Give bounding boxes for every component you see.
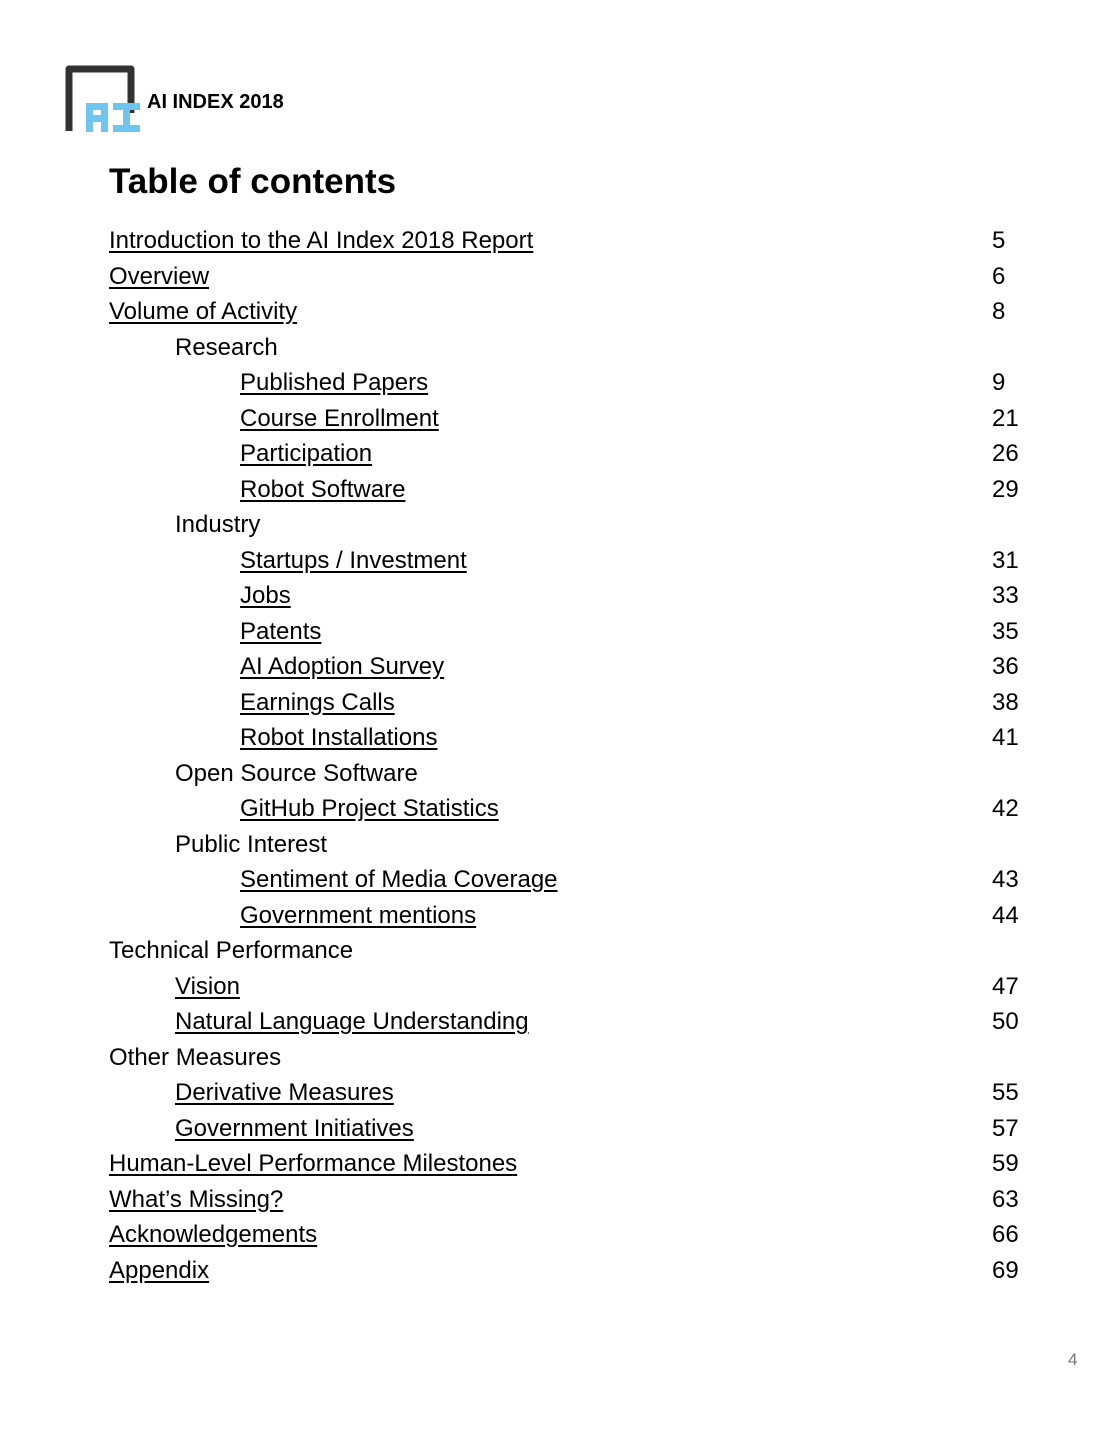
- toc-entry[interactable]: [0, 1004, 1113, 1040]
- toc-page-number: 50: [992, 1008, 1019, 1035]
- toc-entry[interactable]: [0, 614, 1113, 650]
- toc-entry[interactable]: [0, 1111, 1113, 1147]
- toc-page-number: 31: [992, 546, 1019, 574]
- toc-link[interactable]: Sentiment of Media Coverage: [240, 866, 558, 893]
- toc-entry[interactable]: [0, 862, 1113, 898]
- toc-entry: [0, 933, 1113, 969]
- brand-title: AI INDEX 2018: [147, 91, 284, 113]
- toc-link[interactable]: Derivative Measures: [175, 1079, 394, 1106]
- toc-page-number: 57: [992, 1114, 1019, 1142]
- toc-page-number: 47: [992, 972, 1019, 1000]
- toc-entry[interactable]: [0, 1182, 1113, 1218]
- toc-link[interactable]: AI Adoption Survey: [240, 653, 445, 680]
- toc-entry[interactable]: [0, 969, 1113, 1005]
- toc-link[interactable]: Earnings Calls: [240, 688, 395, 716]
- toc-entry[interactable]: [0, 578, 1113, 614]
- toc-link[interactable]: Course Enrollment: [240, 404, 439, 432]
- toc-page-number: 33: [992, 582, 1019, 609]
- toc-section-heading: Technical Performance: [109, 937, 354, 964]
- toc-entry[interactable]: [0, 685, 1113, 721]
- toc-link[interactable]: Jobs: [240, 582, 291, 609]
- toc-section-heading: Open Source Software: [175, 759, 418, 787]
- toc-entry[interactable]: [0, 543, 1113, 579]
- toc-page-number: 59: [992, 1150, 1019, 1177]
- toc-section-heading: Other Measures: [109, 1043, 282, 1071]
- toc-page-number: 55: [992, 1079, 1019, 1106]
- toc-page-number: 43: [992, 866, 1019, 893]
- toc-entry[interactable]: [0, 898, 1113, 934]
- toc-entry[interactable]: [0, 294, 1113, 330]
- toc-section-heading: Public Interest: [175, 830, 328, 858]
- toc-link[interactable]: Government Initiatives: [175, 1114, 414, 1142]
- toc-page-number: 6: [992, 262, 1006, 290]
- toc-page-number: 38: [992, 688, 1019, 716]
- toc-page-number: 29: [992, 475, 1019, 503]
- toc-entry[interactable]: [0, 365, 1113, 401]
- toc-entry[interactable]: [0, 436, 1113, 472]
- toc-page-number: 69: [992, 1256, 1019, 1284]
- toc-link[interactable]: Vision: [175, 972, 240, 1000]
- toc-entry[interactable]: [0, 720, 1113, 756]
- toc-entry[interactable]: [0, 223, 1113, 259]
- toc-link[interactable]: Robot Software: [240, 475, 406, 503]
- toc-entry[interactable]: [0, 259, 1113, 295]
- toc-entry[interactable]: [0, 1075, 1113, 1111]
- toc-link[interactable]: Appendix: [109, 1256, 210, 1284]
- toc-page-number: 66: [992, 1221, 1019, 1248]
- toc-section-heading: Research: [175, 333, 278, 361]
- toc-entry[interactable]: [0, 1146, 1113, 1182]
- page-number: 4: [1068, 1350, 1078, 1369]
- toc-link[interactable]: Volume of Activity: [109, 298, 298, 325]
- toc-page-number: 8: [992, 298, 1006, 325]
- toc-page-number: 21: [992, 404, 1019, 432]
- toc-link[interactable]: Published Papers: [240, 369, 429, 396]
- toc-entry[interactable]: [0, 1253, 1113, 1289]
- toc-page-number: 63: [992, 1185, 1019, 1213]
- toc-entry[interactable]: [0, 401, 1113, 437]
- toc-link[interactable]: Human-Level Performance Milestones: [109, 1150, 518, 1177]
- toc-entry[interactable]: [0, 649, 1113, 685]
- page-title: Table of contents: [109, 162, 397, 201]
- toc-section-heading: Industry: [175, 511, 261, 538]
- toc-link[interactable]: GitHub Project Statistics: [240, 795, 499, 822]
- toc-entry: [0, 1040, 1113, 1076]
- toc-entry[interactable]: [0, 472, 1113, 508]
- toc-entry: [0, 827, 1113, 863]
- toc-page-number: 26: [992, 440, 1019, 467]
- toc-link[interactable]: Government mentions: [240, 901, 477, 929]
- toc-link[interactable]: Startups / Investment: [240, 546, 467, 574]
- table-of-contents: [0, 223, 1113, 1288]
- toc-link[interactable]: Acknowledgements: [109, 1221, 318, 1248]
- toc-link[interactable]: Participation: [240, 440, 373, 467]
- toc-page-number: 42: [992, 795, 1019, 822]
- toc-entry: [0, 507, 1113, 543]
- toc-page-number: 44: [992, 901, 1019, 929]
- toc-entry[interactable]: [0, 1217, 1113, 1253]
- toc-entry: [0, 756, 1113, 792]
- toc-link[interactable]: Patents: [240, 617, 322, 645]
- toc-link[interactable]: What’s Missing?: [109, 1185, 284, 1213]
- toc-page-number: 5: [992, 227, 1006, 254]
- toc-link[interactable]: Robot Installations: [240, 724, 438, 751]
- toc-page-number: 41: [992, 724, 1019, 751]
- ai-index-logo: [65, 65, 145, 135]
- toc-link[interactable]: Overview: [109, 262, 210, 290]
- toc-page-number: 35: [992, 617, 1019, 645]
- toc-page-number: 36: [992, 653, 1019, 680]
- toc-link[interactable]: Natural Language Understanding: [175, 1008, 529, 1035]
- toc-entry: [0, 330, 1113, 366]
- toc-page-number: 9: [992, 369, 1006, 396]
- toc-entry[interactable]: [0, 791, 1113, 827]
- toc-link[interactable]: Introduction to the AI Index 2018 Report: [109, 227, 534, 254]
